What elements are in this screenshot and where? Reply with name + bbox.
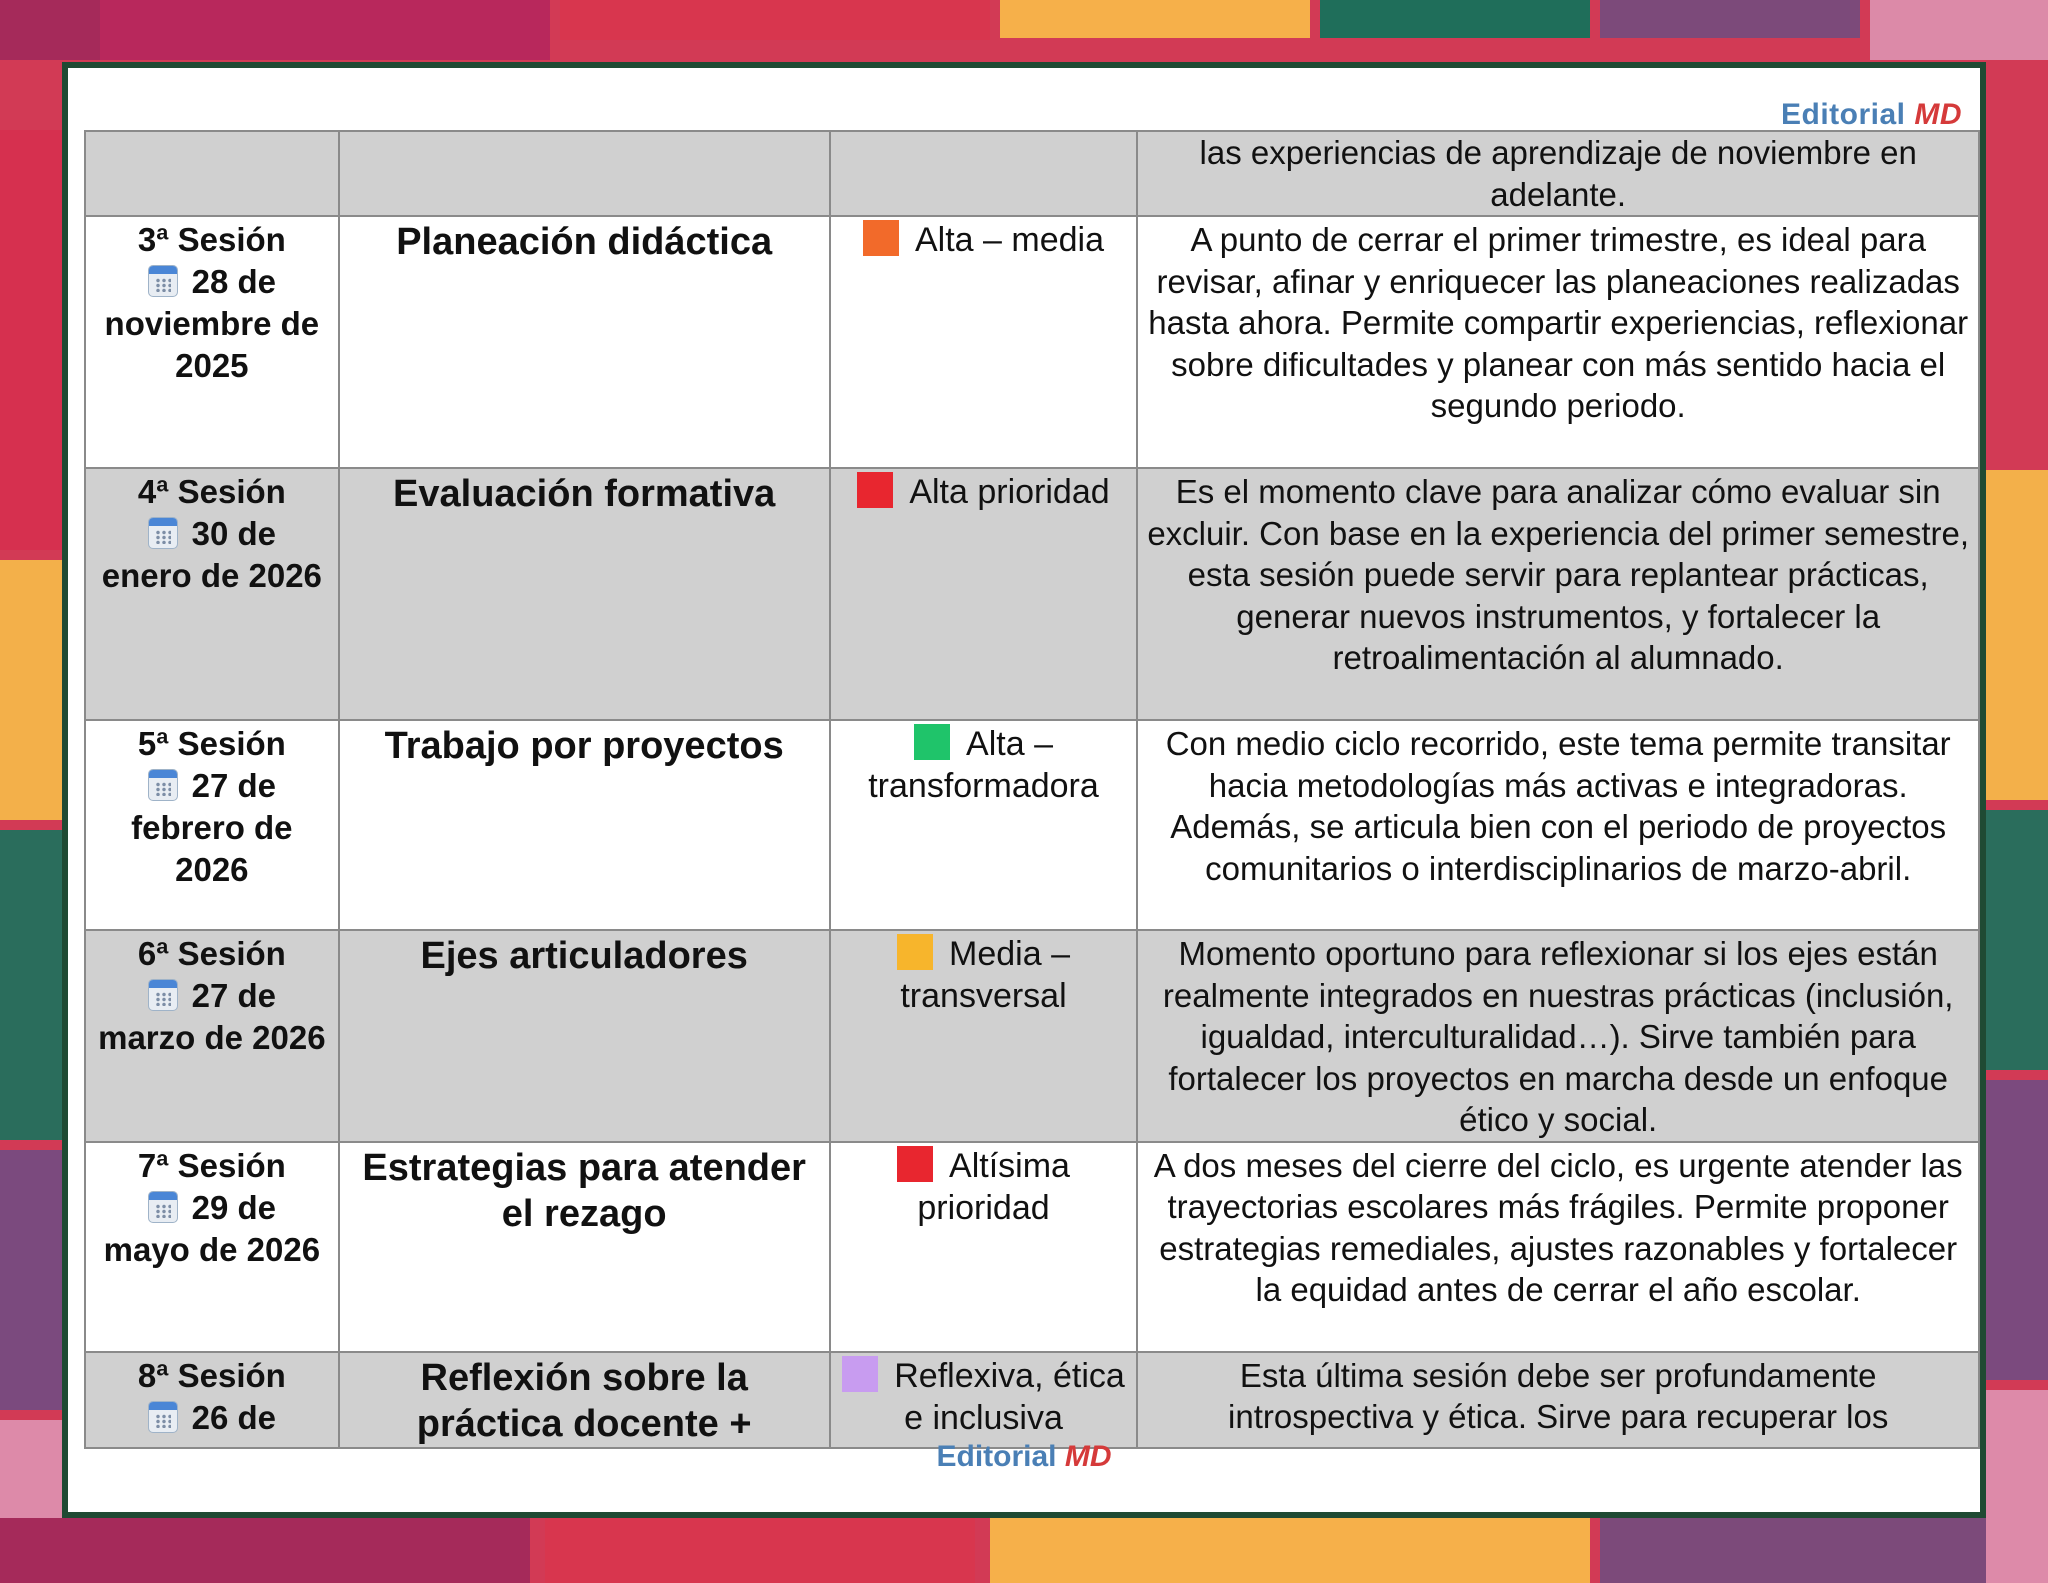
session-date-rest: enero de 2026 [101, 557, 322, 594]
priority-cell [830, 468, 1138, 720]
calendar-icon [148, 979, 178, 1011]
description-cell: las experiencias de aprendizaje de noviembre en adelante. [1137, 131, 1979, 216]
editorial-logo-bottom [936, 1440, 1111, 1474]
priority-label: Reflexiva, ética e inclusiva [894, 1356, 1125, 1437]
priority-square-icon [897, 1146, 933, 1182]
session-label: 8ª Sesión [137, 1356, 286, 1394]
topic-cell: Reflexión sobre la práctica docente + [339, 1352, 830, 1448]
logo-word: Editorial [936, 1440, 1057, 1473]
bg-tile [1600, 0, 1860, 38]
logo-mark: MD [1914, 98, 1962, 131]
session-label: 7ª Sesión [137, 1146, 286, 1184]
session-date-day: 29 de [191, 1188, 277, 1226]
bg-tile [0, 130, 62, 550]
table-row [85, 930, 1979, 1142]
bg-tile [560, 0, 990, 40]
session-date-day: 27 de [191, 767, 277, 804]
calendar-icon [148, 517, 178, 549]
session-date-day: 30 de [191, 515, 277, 552]
session-label: 6ª Sesión [137, 935, 286, 972]
session-cell [85, 930, 339, 1142]
description-cell: A punto de cerrar el primer trimestre, es ideal para revisar, afinar y enriquecer las planeaciones realizadas hasta ahora. Permite compartir experiencias, reflexionar sobre dificultades y planear con más sentido hacia el segundo periodo. [1137, 216, 1979, 468]
logo-word: Editorial [1780, 98, 1906, 131]
bg-tile [0, 560, 62, 820]
bg-tile [1986, 1080, 2048, 1380]
calendar-icon [148, 769, 178, 801]
description-cell: Es el momento clave para analizar cómo evaluar sin excluir. Con base en la experiencia del primer semestre, esta sesión puede servir para replantear prácticas, generar nuevos instrumentos, y fortalecer la retroalimentación al alumnado. [1137, 468, 1979, 720]
priority-cell [830, 216, 1138, 468]
bg-tile [1986, 470, 2048, 800]
description-cell: Esta última sesión debe ser profundamente introspectiva y ética. Sirve para recuperar los [1137, 1352, 1979, 1448]
priority-label: Altísima prioridad [917, 1146, 1070, 1227]
bg-tile [1986, 1390, 2048, 1583]
topic-cell: Ejes articuladores [339, 930, 830, 1142]
logo-mark: MD [1064, 1440, 1112, 1473]
bg-tile [1320, 0, 1590, 38]
bg-tile [0, 1518, 530, 1583]
bg-tile [1600, 1518, 1986, 1583]
bg-tile [1986, 60, 2048, 460]
priority-label: Alta – media [915, 221, 1104, 259]
session-cell [85, 1142, 339, 1352]
session-cell [85, 1352, 339, 1448]
session-date-day: 28 de [191, 263, 277, 300]
table-row [85, 131, 1979, 216]
table-row [85, 468, 1979, 720]
priority-label: Media – transversal [900, 935, 1070, 1015]
editorial-logo-top [1781, 98, 1962, 132]
priority-square-icon [914, 724, 950, 760]
topic-cell [339, 131, 830, 216]
priority-square-icon [863, 220, 899, 256]
description-cell: Momento oportuno para reflexionar si los ejes están realmente integrados en nuestras prácticas (inclusión, igualdad, interculturalidad…). Sirve también para fortalecer los proyectos en marcha desde un enfoque ético y social. [1137, 930, 1979, 1142]
session-label: 4ª Sesión [137, 473, 286, 510]
session-date-day: 26 de [191, 1398, 277, 1436]
priority-square-icon [857, 472, 893, 508]
session-cell [85, 131, 339, 216]
calendar-icon [148, 265, 178, 297]
priority-square-icon [842, 1356, 878, 1392]
table-row [85, 216, 1979, 468]
topic-cell: Evaluación formativa [339, 468, 830, 720]
session-date-rest: mayo de 2026 [103, 1230, 321, 1268]
bg-tile [0, 1150, 62, 1410]
priority-cell [830, 930, 1138, 1142]
topic-cell: Trabajo por proyectos [339, 720, 830, 930]
bg-tile [100, 0, 550, 60]
table-row [85, 1352, 1979, 1448]
description-cell: A dos meses del cierre del ciclo, es urgente atender las trayectorias escolares más frágiles. Permite proponer estrategias remediales, ajustes razonables y fortalecer la equidad antes de cerrar el año escolar. [1137, 1142, 1979, 1352]
sessions-table [84, 130, 1980, 1449]
session-cell [85, 468, 339, 720]
table-row [85, 1142, 1979, 1352]
bg-tile [545, 1518, 975, 1583]
topic-cell: Planeación didáctica [339, 216, 830, 468]
session-date-rest: marzo de 2026 [98, 1019, 326, 1056]
priority-label: Alta prioridad [909, 473, 1110, 511]
bg-tile [0, 830, 62, 1140]
document-page [62, 62, 1986, 1518]
priority-cell [830, 1142, 1138, 1352]
calendar-icon [148, 1401, 178, 1433]
bg-tile [0, 0, 100, 60]
session-date-rest: noviembre de 2025 [104, 305, 320, 384]
topic-cell: Estrategias para atender el rezago [339, 1142, 830, 1352]
bg-tile [1870, 0, 2048, 60]
priority-square-icon [897, 934, 933, 970]
session-label: 3ª Sesión [137, 221, 286, 258]
description-cell: Con medio ciclo recorrido, este tema permite transitar hacia metodologías más activas e integradoras. Además, se articula bien con el periodo de proyectos comunitarios o interdisciplinarios de marzo-abril. [1137, 720, 1979, 930]
session-date-day: 27 de [191, 977, 277, 1014]
table-row [85, 720, 1979, 930]
priority-label: Alta – transformadora [868, 725, 1099, 805]
session-cell [85, 216, 339, 468]
priority-cell [830, 720, 1138, 930]
bg-tile [990, 1518, 1590, 1583]
calendar-icon [148, 1191, 178, 1223]
priority-cell [830, 1352, 1138, 1448]
bg-tile [1000, 0, 1310, 38]
session-date-rest: febrero de 2026 [131, 809, 293, 888]
session-label: 5ª Sesión [137, 725, 286, 762]
bg-tile [1986, 810, 2048, 1070]
priority-cell [830, 131, 1138, 216]
session-cell [85, 720, 339, 930]
